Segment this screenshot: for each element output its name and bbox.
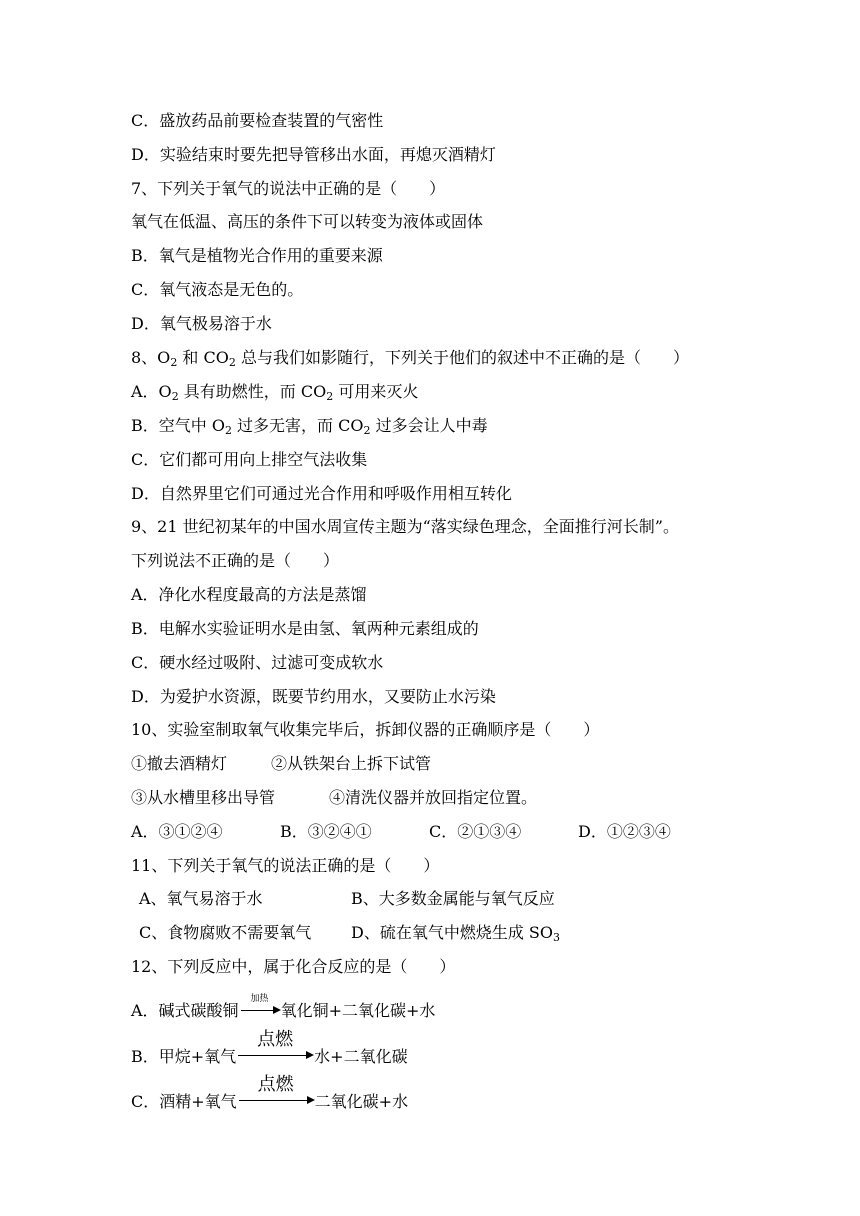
ignition-arrow-icon: [239, 1074, 313, 1107]
q7-option-c: [131, 280, 303, 300]
q8-stem-part: 和 CO: [177, 348, 229, 367]
q8-option-c: [131, 450, 367, 470]
q7-stem: [131, 179, 445, 199]
q7-option-a: [131, 212, 483, 232]
q11-option-c: C、食物腐败不需要氧气: [139, 923, 312, 942]
q7-option-b: [131, 246, 383, 266]
q6-option-d-text: D．实验结束时要先把导管移出水面，再熄灭酒精灯: [131, 145, 496, 164]
q9-option-d-text: D．为爱护水资源，既要节约用水，又要防止水污染: [131, 687, 496, 706]
q7-option-c-text: C．氧气液态是无色的。: [131, 280, 304, 299]
q6-option-d: [131, 145, 496, 165]
q8-stem-part: 总与我们如影随行，下列关于他们的叙述中不正确的是（ ）: [235, 348, 689, 367]
q9-option-a: [131, 585, 367, 605]
q9-option-a-text: A．净化水程度最高的方法是蒸馏: [131, 585, 367, 604]
q11-option-a: A、氧气易溶于水: [139, 889, 263, 908]
q8-subscript: 2: [363, 424, 371, 437]
q11-subscript: 3: [553, 931, 560, 944]
q9-option-c-text: C．硬水经过吸附、过滤可变成软水: [131, 653, 384, 672]
q12-option-c-products: 二氧化碳+水: [314, 1092, 409, 1111]
heating-arrow-icon: [241, 996, 279, 1016]
q6-option-c: [131, 111, 383, 131]
q11-options-row1: [139, 889, 555, 909]
q12-option-a-products: 氧化铜+二氧化碳+水: [280, 1001, 436, 1020]
q12-option-c-condition: 点燃: [257, 1074, 294, 1095]
q12-stem: [131, 957, 455, 977]
q12-option-b-condition: 点燃: [257, 1029, 294, 1050]
q7-option-d-text: D．氧气极易溶于水: [131, 314, 272, 333]
q10-steps-row2: [131, 788, 537, 808]
q11-option-d: D、硫在氧气中燃烧生成 SO: [351, 923, 553, 942]
q8-option-b: [131, 416, 488, 436]
q10-option-b: B．③②④①: [280, 822, 372, 841]
q10-step-4: ④清洗仪器并放回指定位置。: [329, 788, 538, 807]
q9-stem-line2: [131, 551, 339, 571]
q8-option-b-part: 过多无害，而 CO: [231, 416, 364, 435]
q8-option-b-part: B．空气中 O: [131, 416, 225, 435]
q8-subscript: 2: [326, 390, 334, 403]
q12-option-b-reactants: B．甲烷+氧气: [131, 1047, 237, 1066]
q8-option-a-part: 可用来灭火: [333, 382, 419, 401]
q10-step-1: ①撤去酒精灯: [131, 754, 228, 773]
q11-stem-text: 11、下列关于氧气的说法正确的是（ ）: [131, 856, 440, 875]
q8-option-a: [131, 382, 418, 402]
q7-option-a-text: 氧气在低温、高压的条件下可以转变为液体或固体: [131, 212, 484, 231]
q12-option-a-condition: 加热: [250, 994, 269, 1004]
q8-option-b-part: 过多会让人中毒: [370, 416, 488, 435]
q12-option-a-reactants: A．碱式碳酸铜: [131, 1001, 239, 1020]
q12-option-b: [131, 1029, 408, 1067]
q8-stem-part: 8、O: [131, 348, 171, 367]
q8-subscript: 2: [170, 356, 178, 369]
q9-option-c: [131, 653, 383, 673]
q10-option-d: D．①②③④: [578, 822, 671, 841]
q8-subscript: 2: [224, 424, 232, 437]
q8-option-a-part: 具有助燃性，而 CO: [178, 382, 327, 401]
q9-option-b-text: B．电解水实验证明水是由氢、氧两种元素组成的: [131, 619, 479, 638]
q10-step-2: ②从铁架台上拆下试管: [271, 754, 432, 773]
q10-steps-row1: [131, 754, 431, 774]
q8-option-c-text: C．它们都可用向上排空气法收集: [131, 450, 368, 469]
q8-subscript: 2: [171, 390, 179, 403]
q7-option-d: [131, 314, 272, 334]
ignition-arrow-icon: [238, 1029, 312, 1062]
q9-stem-text: 9、21 世纪初某年的中国水周宣传主题为“落实绿色理念，全面推行河长制”。: [131, 517, 679, 536]
q11-options-row2: [139, 923, 560, 943]
q6-option-c-text: C．盛放药品前要检查装置的气密性: [131, 111, 384, 130]
q9-stem-line1: [131, 517, 679, 537]
q9-stem-text: 下列说法不正确的是（ ）: [131, 551, 340, 570]
q8-subscript: 2: [228, 356, 236, 369]
q10-stem-text: 10、实验室制取氧气收集完毕后，拆卸仪器的正确顺序是（ ）: [131, 720, 600, 739]
q9-option-b: [131, 619, 479, 639]
q8-stem: [131, 348, 689, 368]
q10-step-3: ③从水槽里移出导管: [131, 788, 276, 807]
q12-stem-text: 12、下列反应中，属于化合反应的是（ ）: [131, 957, 456, 976]
q7-stem-text: 7、下列关于氧气的说法中正确的是（ ）: [131, 179, 446, 198]
q8-option-a-part: A．O: [131, 382, 172, 401]
q9-option-d: [131, 687, 496, 707]
q10-options: [131, 822, 671, 842]
q7-option-b-text: B．氧气是植物光合作用的重要来源: [131, 246, 383, 265]
q10-option-a: A．③①②④: [131, 822, 223, 841]
q10-option-c: C．②①③④: [429, 822, 522, 841]
q8-option-d-text: D．自然界里它们可通过光合作用和呼吸作用相互转化: [131, 484, 512, 503]
q11-option-b: B、大多数金属能与氧气反应: [351, 889, 555, 908]
q12-option-b-products: 水+二氧化碳: [314, 1047, 408, 1066]
q12-option-c-reactants: C．酒精+氧气: [131, 1092, 237, 1111]
q8-option-d: [131, 484, 512, 504]
q11-stem: [131, 856, 439, 876]
q10-stem: [131, 720, 599, 740]
q12-option-c: [131, 1074, 409, 1112]
q12-option-a: [131, 996, 435, 1021]
